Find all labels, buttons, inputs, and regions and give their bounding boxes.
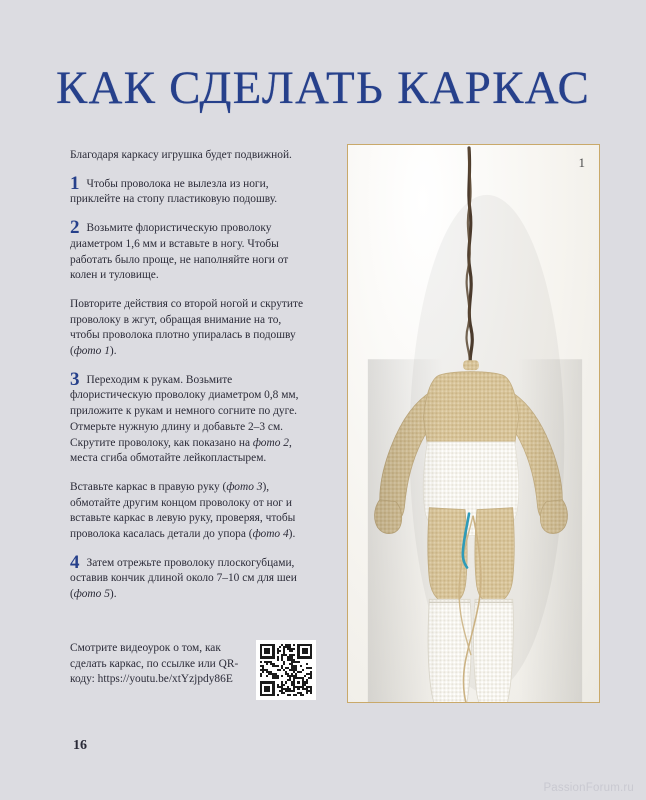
site-watermark: PassionForum.ru: [543, 782, 634, 794]
insert-frame-mid: ), обмотайте другим концом проволоку от ног и вставьте каркас в левую руку, проверяя, чтобы проволока касалась детали до упора (: [70, 480, 296, 541]
intro-paragraph: Благодаря каркасу игрушка будет подвижной.: [70, 149, 292, 161]
step-2: [70, 217, 313, 284]
photo-ref-2: фото 2: [252, 436, 289, 449]
step-2-text: Возьмите флористическую проволоку диаметром 1,6 мм и вставьте в ногу. Чтобы работать было проще, не наполняйте ноги от колен и туловище.: [70, 222, 289, 282]
step-1-number: 1: [70, 172, 80, 194]
photo-ref-1: фото 1: [73, 345, 110, 358]
step-4-text: Затем отрежьте проволоку плоскогубцами, оставив кончик длиной около 7–10 см для шеи (: [70, 556, 297, 601]
step-2-number: 2: [70, 217, 80, 239]
page-title: КАК СДЕЛАТЬ КАРКАС: [55, 62, 590, 114]
qr-code-matrix: [260, 644, 312, 696]
step-3-tail: , места сгиба обмотайте лейкопластырем.: [70, 436, 292, 465]
step-3-text: Переходим к рукам. Возьмите флористическую проволоку диаметром 0,8 мм, приложите к рукам и немного согните по дуге. Отмерьте нужную длину и добавьте 2–3 см. Скрутите проволоку, как показано на: [70, 373, 299, 449]
photo-1: [347, 144, 600, 703]
video-line-3: QR-коду: https://youtu.be/: [70, 657, 239, 686]
repeat-action-tail: ).: [109, 345, 117, 358]
step-4-tail: ).: [109, 588, 117, 601]
repeat-action-text: Повторите действия со второй ногой и скрутите проволоку в жгут, обращая внимание на то, чтобы проволока плотно упиралась в подошву (: [70, 297, 304, 358]
insert-frame-paragraph: [70, 480, 313, 543]
insert-frame-tail: ).: [288, 528, 296, 541]
instructions-column: [70, 148, 313, 616]
video-line-1: Смотрите видеоурок о том, как: [70, 642, 221, 654]
insert-frame-head: Вставьте каркас в правую руку (: [70, 480, 227, 493]
video-line-2: сделать каркас, по ссылке или: [70, 657, 216, 670]
step-4-number: 4: [70, 551, 80, 573]
repeat-action-paragraph: [70, 297, 313, 360]
qr-code[interactable]: [256, 640, 316, 700]
doll-illustration: [348, 145, 599, 702]
step-4: [70, 551, 313, 603]
photo-ref-3: фото 3: [226, 480, 263, 493]
step-1-text: Чтобы проволока не вылезла из ноги, приклейте на стопу пластиковую подошву.: [70, 177, 278, 206]
page-number: 16: [73, 738, 87, 753]
photo-ref-5: фото 5: [73, 588, 110, 601]
video-line-4: xtYzjpdy86E: [172, 673, 233, 686]
step-3: [70, 368, 313, 467]
step-3-number: 3: [70, 368, 80, 390]
step-1: [70, 172, 313, 208]
photo-number-label: 1: [578, 155, 585, 170]
video-link-paragraph: [70, 641, 250, 688]
photo-ref-4: фото 4: [252, 528, 289, 541]
